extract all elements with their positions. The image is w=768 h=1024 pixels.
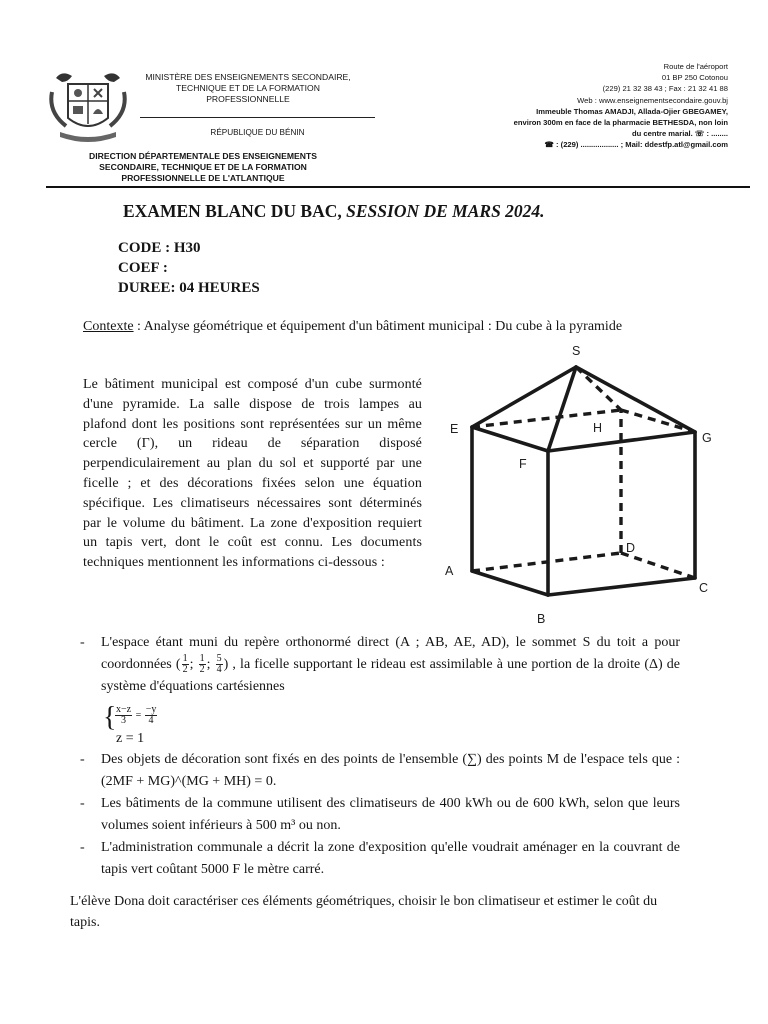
- direction-line: PROFESSIONNELLE DE L'ATLANTIQUE: [121, 173, 285, 183]
- exam-meta: [118, 238, 260, 298]
- line-equation-system: { $\frac{x-z}{3}$ = $\frac{-y}{4}$ z = 1: [101, 699, 680, 747]
- republic-name: RÉPUBLIQUE DU BÉNIN: [210, 128, 305, 137]
- exam-title: [123, 201, 545, 222]
- intro-paragraph: Le bâtiment municipal est composé d'un cube surmonté d'une pyramide. La salle dispose de trois lampes au plafond dont les positions sont représentées sur un même cercle (Γ), un rideau de séparation disposé perpendiculairement au plan du sol et supporté par une ficelle ; et des décorations fixées selon une équation spécifique. Les climatiseurs nécessaires sont déterminés par le volume du bâtiment. La zone d'exposition requiert un tapis vert, dont le coût est connu. Les documents techniques mentionnent les informations ci-dessous :: [83, 377, 422, 571]
- vertex-label-F: F: [519, 457, 527, 471]
- equation-1: $\frac{x-z}{3}$ = $\frac{-y}{4}$: [116, 704, 157, 727]
- information-list: [80, 632, 680, 881]
- vertex-label-B: B: [537, 612, 546, 626]
- edge-DC: [621, 553, 695, 578]
- vertex-label-D: D: [626, 541, 636, 555]
- reference-frame: (A ; AB, AE, AD): [395, 635, 506, 650]
- edge-AB: [472, 571, 548, 595]
- bullet-text: L'administration communale a décrit la zone d'exposition qu'elle voudrait aménager en la couvrant de tapis vert coûtant 5000 F le mètre carré.: [101, 840, 680, 877]
- ministry-line: MINISTÈRE DES ENSEIGNEMENTS SECONDAIRE,: [145, 72, 351, 82]
- exam-session: SESSION DE MARS 2024.: [346, 201, 545, 221]
- direction-name: [48, 151, 358, 184]
- vertex-label-S: S: [572, 344, 581, 358]
- context-label: Contexte: [83, 319, 134, 334]
- exam-title-main: EXAMEN BLANC DU BAC,: [123, 201, 347, 221]
- header-divider: [140, 117, 375, 118]
- bullet-text: Les bâtiments de la commune utilisent des climatiseurs de 400 kWh ou de 600 kWh, selon que leurs volumes soient inférieurs à 500 m³ ou non.: [101, 796, 680, 833]
- contact-line: Route de l'aéroport: [663, 62, 728, 71]
- contact-line: 01 BP 250 Cotonou: [661, 73, 728, 83]
- equation-2: z = 1: [116, 731, 145, 746]
- bullet-text: , la ficelle supportant le rideau est assimilable à une portion de la droite (Δ) de système d'équations cartésiennes: [101, 657, 681, 694]
- ministry-line: PROFESSIONNELLE: [206, 94, 290, 104]
- edge-BC: [548, 578, 695, 595]
- list-item: - Les bâtiments de la commune utilisent des climatiseurs de 400 kWh ou de 600 kWh, selon que leurs volumes soient inférieurs à 500 m³ ou non.: [80, 796, 680, 833]
- header-bottom-rule: [46, 186, 750, 188]
- apex-coordinates: ( $\frac{1}{2}$ ; $\frac{1}{2}$ ; $\frac{5}{4}$ ): [175, 653, 229, 676]
- exam-code: CODE : H30: [118, 240, 201, 256]
- exam-coef: COEF :: [118, 260, 168, 276]
- contact-line: Web : www.enseignementsecondaire.gouv.bj: [577, 95, 728, 105]
- direction-line: SECONDAIRE, TECHNIQUE ET DE LA FORMATION: [99, 162, 307, 172]
- conclusion-paragraph: L'élève Dona doit caractériser ces éléments géométriques, choisir le bon climatiseur et estimer le coût du tapis.: [70, 894, 658, 930]
- bullet-text: L'espace étant muni du repère orthonormé direct: [101, 635, 396, 650]
- contact-line: du centre marial. ☏ : ........: [631, 129, 728, 139]
- vertex-label-C: C: [699, 581, 709, 595]
- contact-line: (229) 21 32 38 43 ; Fax : 21 32 41 88: [602, 84, 728, 94]
- contact-line: environ 300m en face de la pharmacie BETHESDA, non loin: [513, 118, 728, 128]
- context-text: : Analyse géométrique et équipement d'un bâtiment municipal : Du cube à la pyramide: [133, 319, 623, 334]
- list-item: - L'administration communale a décrit la zone d'exposition qu'elle voudrait aménager en la couvrant de tapis vert coûtant 5000 F le mètre carré.: [80, 840, 680, 877]
- bullet-text: Des objets de décoration sont fixés en des points de l'ensemble (∑) des points M de l'espace tels que : (2MF + MG)^(MG + MH) = 0.: [101, 752, 680, 789]
- list-item: - L'espace étant muni du repère orthonormé direct (A ; AB, AE, AD), le sommet S du toit a pour coordonnées ( $\frac{1}{2}$ ; $\frac{1}{2}$ ; $\frac{5}{4}$ ) , la ficelle supportant le rideau est assimilable à une portion de la droite (Δ) de système d'équations cartésiennes { $\frac{x-z}{3}$ = $\frac{-y}{4}$ z = 1: [80, 632, 680, 747]
- ministry-name: [118, 72, 378, 105]
- context-line: [83, 317, 693, 337]
- contact-block: [428, 61, 728, 151]
- direction-line: DIRECTION DÉPARTEMENTALE DES ENSEIGNEMENTS: [89, 151, 317, 161]
- list-item: - Des objets de décoration sont fixés en des points de l'ensemble (∑) des points M de l'espace tels que : (2MF + MG)^(MG + MH) = 0.: [80, 752, 680, 789]
- edge-EF: [472, 427, 548, 451]
- vertex-label-G: G: [702, 431, 712, 445]
- cube-pyramid-figure: [440, 340, 730, 630]
- vertex-label-E: E: [450, 422, 459, 436]
- bullet-text: , le sommet S du toit a pour coordonnées: [101, 635, 680, 672]
- contact-line: ☎ : (229) .................. ; Mail: ddestfp.atl@gmail.com: [544, 140, 728, 150]
- vertex-label-A: A: [445, 564, 454, 578]
- exam-duration: DUREE: 04 HEURES: [118, 280, 260, 296]
- vertex-label-H: H: [593, 421, 603, 435]
- ministry-line: TECHNIQUE ET DE LA FORMATION: [176, 83, 320, 93]
- contact-line: Immeuble Thomas AMADJI, Allada-Ojier GBEGAMEY,: [536, 106, 728, 116]
